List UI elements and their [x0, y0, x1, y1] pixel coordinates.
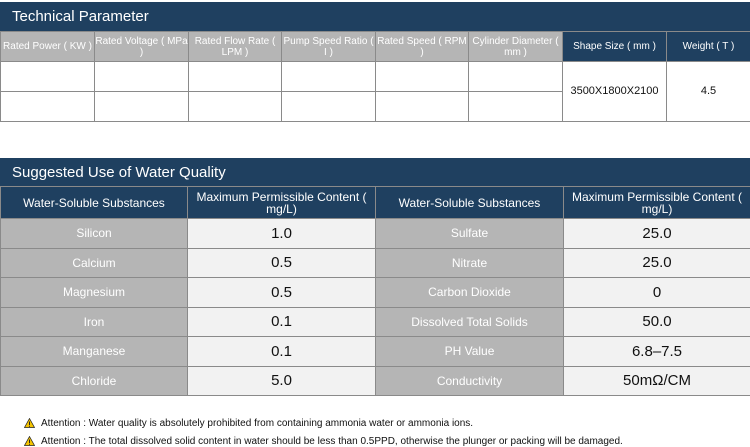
table-row — [1, 366, 750, 396]
table-row — [1, 337, 750, 367]
table-row — [1, 219, 750, 249]
header-rated-flow-rate: Rated Flow Rate ( LPM ) — [189, 32, 282, 62]
header-rated-power: Rated Power ( KW ) — [1, 32, 95, 62]
water-quality-table — [0, 186, 750, 396]
empty-cell — [1, 62, 95, 92]
substance-name: Chloride — [1, 366, 188, 396]
empty-cell — [1, 92, 95, 122]
water-quality-title-text: Suggested Use of Water Quality — [12, 163, 226, 181]
attention-note-text: Attention : The total dissolved solid content in water should be less than 0.5PPD, otherwise the plunger or packing will be damaged. — [41, 435, 623, 447]
empty-cell — [282, 92, 376, 122]
technical-parameter-title — [0, 2, 750, 31]
table-row — [1, 307, 750, 337]
header-content-left: Maximum Permissible Content ( mg/L) — [188, 187, 376, 219]
substance-name: Magnesium — [1, 278, 188, 308]
substance-value: 0 — [564, 278, 750, 308]
technical-parameter-table — [0, 31, 750, 122]
substance-name: Silicon — [1, 219, 188, 249]
substance-value: 5.0 — [188, 366, 376, 396]
substance-name: Carbon Dioxide — [376, 278, 564, 308]
attention-note-text: Attention : Water quality is absolutely prohibited from containing ammonia water or ammonia ions. — [41, 417, 474, 429]
table-row — [1, 278, 750, 308]
header-rated-voltage: Rated Voltage ( MPa ) — [95, 32, 189, 62]
empty-cell — [469, 92, 563, 122]
substance-value: 6.8–7.5 — [564, 337, 750, 367]
attention-note — [24, 414, 744, 432]
substance-value: 25.0 — [564, 248, 750, 278]
empty-cell — [376, 92, 469, 122]
empty-cell — [189, 62, 282, 92]
warning-icon — [24, 418, 35, 428]
substance-value: 50.0 — [564, 307, 750, 337]
technical-parameter-title-text: Technical Parameter — [12, 8, 149, 25]
substance-name: Iron — [1, 307, 188, 337]
empty-cell — [189, 92, 282, 122]
substance-name: Calcium — [1, 248, 188, 278]
empty-cell — [95, 62, 189, 92]
substance-name: Conductivity — [376, 366, 564, 396]
warning-icon — [24, 436, 35, 446]
empty-cell — [469, 62, 563, 92]
substance-name: Dissolved Total Solids — [376, 307, 564, 337]
attention-notes — [24, 414, 744, 447]
table-row — [1, 248, 750, 278]
empty-cell — [376, 62, 469, 92]
header-weight: Weight ( T ) — [667, 32, 750, 62]
substance-value: 1.0 — [188, 219, 376, 249]
substance-value: 0.5 — [188, 248, 376, 278]
header-substance-left: Water-Soluble Substances — [1, 187, 188, 219]
shape-size-value: 3500X1800X2100 — [563, 62, 667, 122]
water-quality-title — [0, 158, 750, 186]
empty-cell — [95, 92, 189, 122]
header-pump-speed-ratio: Pump Speed Ratio ( I ) — [282, 32, 376, 62]
substance-value: 25.0 — [564, 219, 750, 249]
substance-value: 0.1 — [188, 337, 376, 367]
header-rated-speed: Rated Speed ( RPM ) — [376, 32, 469, 62]
substance-name: Nitrate — [376, 248, 564, 278]
substance-name: Sulfate — [376, 219, 564, 249]
substance-value: 50mΩ/CM — [564, 366, 750, 396]
empty-cell — [282, 62, 376, 92]
header-shape-size: Shape Size ( mm ) — [563, 32, 667, 62]
substance-value: 0.5 — [188, 278, 376, 308]
weight-value: 4.5 — [667, 62, 750, 122]
attention-note — [24, 432, 744, 447]
substance-name: PH Value — [376, 337, 564, 367]
substance-name: Manganese — [1, 337, 188, 367]
substance-value: 0.1 — [188, 307, 376, 337]
header-content-right: Maximum Permissible Content ( mg/L) — [564, 187, 750, 219]
header-cylinder-diameter: Cylinder Diameter ( mm ) — [469, 32, 563, 62]
header-substance-right: Water-Soluble Substances — [376, 187, 564, 219]
